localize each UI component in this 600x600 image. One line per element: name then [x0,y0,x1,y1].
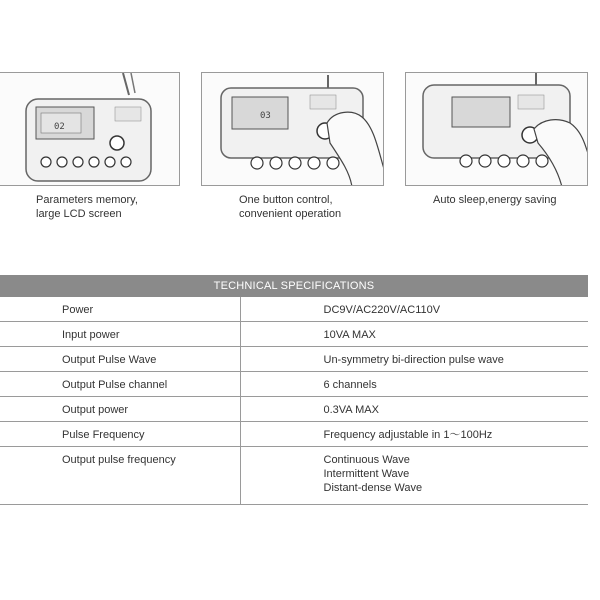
lcd-digits: 03 [260,111,271,121]
device-illustration-2 [202,73,384,186]
spec-row [0,322,588,347]
specs-title: TECHNICAL SPECIFICATIONS [0,275,588,297]
spec-value-line: Un-symmetry bi-direction pulse wave [323,354,504,366]
spec-value-line: Frequency adjustable in 1～100Hz [323,429,493,441]
spec-label: Output Pulse Wave [0,347,240,372]
feature-panel-lcd [0,72,180,186]
feature-panel-auto-sleep [405,72,588,186]
spec-value-line: Intermittent Wave [323,468,410,480]
feature-caption-one-button: One button control, convenient operation [239,194,342,220]
spec-row [0,297,588,322]
spec-row [0,347,588,372]
spec-value [240,297,588,322]
feature-caption-lcd: Parameters memory, large LCD screen [36,194,138,220]
spec-value [240,422,588,447]
technical-specifications [0,275,588,505]
spec-value-line: 6 channels [323,379,377,391]
spec-label: Input power [0,322,240,347]
spec-row [0,422,588,447]
spec-row [0,447,588,505]
spec-value-line: Distant-dense Wave [323,482,423,494]
spec-value [240,397,588,422]
spec-value [240,347,588,372]
spec-value [240,322,588,347]
device-illustration-3 [406,73,588,186]
spec-value [240,447,588,505]
spec-row [0,372,588,397]
spec-label: Power [0,297,240,322]
spec-value-line: 10VA MAX [323,329,376,341]
spec-value-line: 0.3VA MAX [323,404,379,416]
hand-icon [327,112,384,186]
spec-label: Pulse Frequency [0,422,240,447]
lcd-digits: 02 [54,122,65,132]
spec-value-line: DC9V/AC220V/AC110V [323,304,441,316]
specs-table [0,297,588,505]
spec-label: Output Pulse channel [0,372,240,397]
control-knob-icon [110,136,124,150]
spec-row [0,397,588,422]
feature-caption-auto-sleep: Auto sleep,energy saving [433,194,557,206]
feature-panel-one-button [201,72,384,186]
device-illustration-1 [0,73,180,186]
spec-label: Output pulse frequency [0,447,240,505]
spec-value-line: Continuous Wave [323,454,410,466]
spec-value [240,372,588,397]
spec-label: Output power [0,397,240,422]
